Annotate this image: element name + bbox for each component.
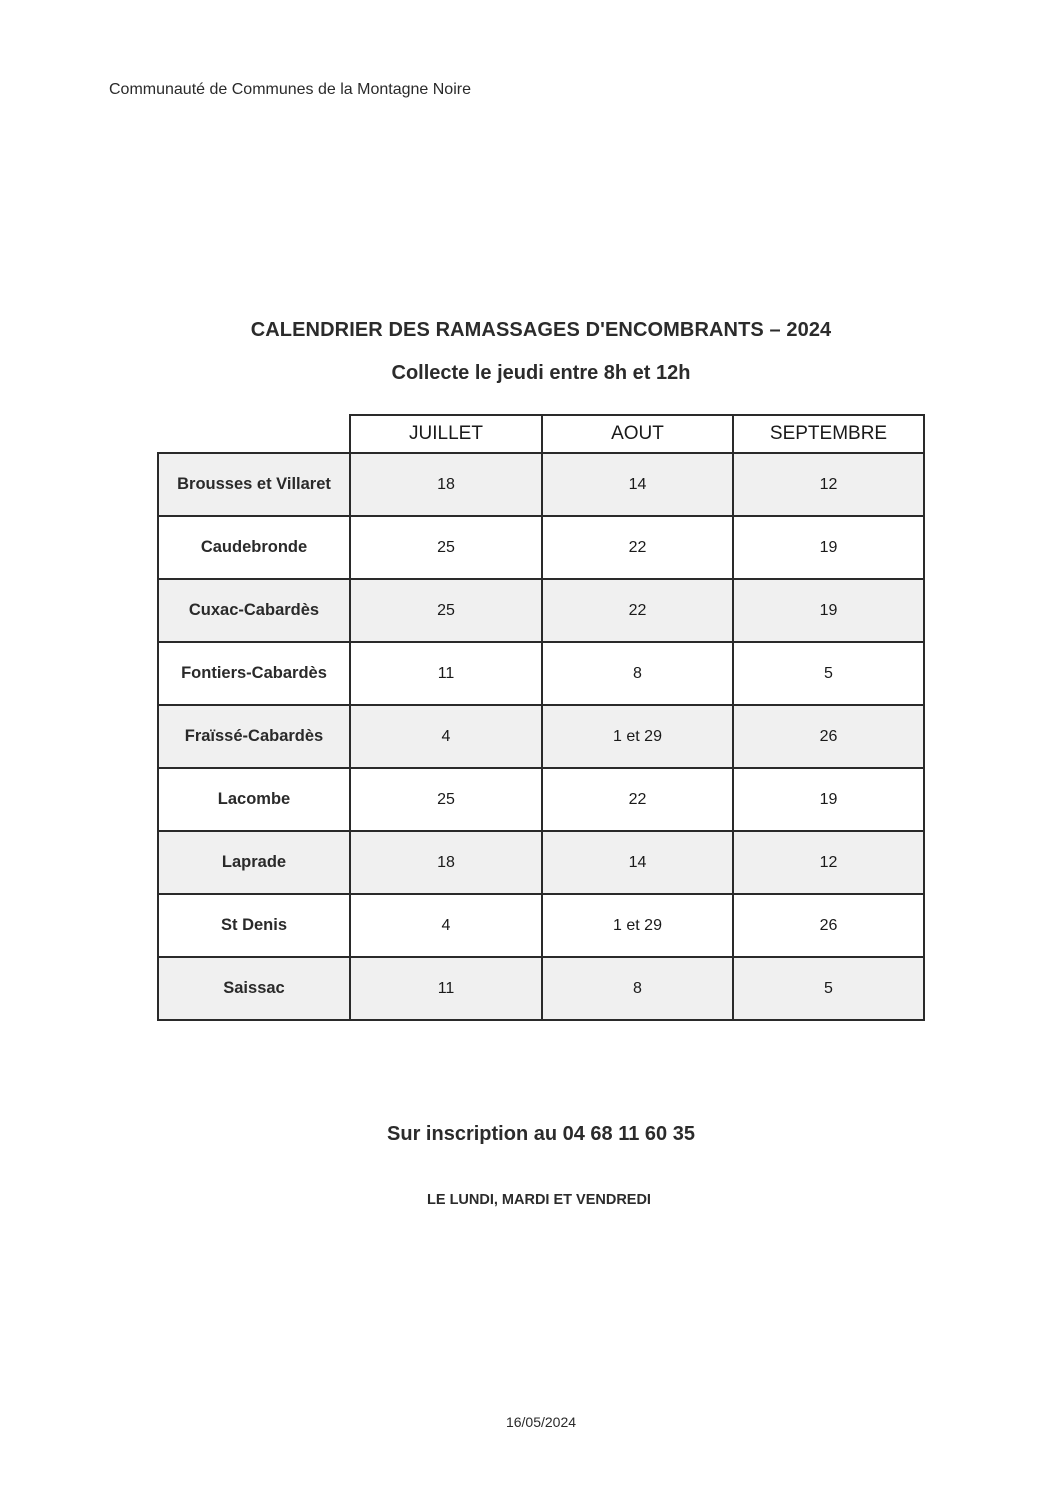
date-aout: 14: [542, 831, 733, 894]
document-subtitle: Collecte le jeudi entre 8h et 12h: [391, 362, 691, 384]
organization-name: Communauté de Communes de la Montagne Noire: [109, 81, 471, 98]
commune-name: Lacombe: [158, 768, 350, 831]
date-juillet: 11: [350, 957, 542, 1020]
date-juillet: 4: [350, 705, 542, 768]
collection-calendar-table: [157, 414, 925, 1021]
date-juillet: 18: [350, 453, 542, 516]
table-row: [158, 705, 924, 768]
date-aout: 1 et 29: [542, 894, 733, 957]
date-aout: 14: [542, 453, 733, 516]
document-date: 16/05/2024: [505, 1414, 577, 1430]
date-aout: 22: [542, 768, 733, 831]
date-aout: 8: [542, 957, 733, 1020]
header-aout: AOUT: [542, 415, 733, 453]
date-septembre: 19: [733, 768, 924, 831]
table-row: [158, 831, 924, 894]
table-row: [158, 957, 924, 1020]
date-juillet: 18: [350, 831, 542, 894]
date-juillet: 25: [350, 768, 542, 831]
date-juillet: 25: [350, 516, 542, 579]
date-septembre: 12: [733, 453, 924, 516]
date-septembre: 5: [733, 642, 924, 705]
table-row: [158, 453, 924, 516]
commune-name: Saissac: [158, 957, 350, 1020]
table-header-row: [158, 415, 924, 453]
commune-name: Laprade: [158, 831, 350, 894]
date-septembre: 19: [733, 579, 924, 642]
date-aout: 1 et 29: [542, 705, 733, 768]
date-septembre: 19: [733, 516, 924, 579]
table-row: [158, 642, 924, 705]
registration-phone-text: Sur inscription au 04 68 11 60 35: [387, 1123, 695, 1145]
header-empty-cell: [158, 415, 350, 453]
commune-name: St Denis: [158, 894, 350, 957]
commune-name: Cuxac-Cabardès: [158, 579, 350, 642]
header-juillet: JUILLET: [350, 415, 542, 453]
registration-days-text: LE LUNDI, MARDI ET VENDREDI: [427, 1192, 651, 1208]
date-aout: 22: [542, 516, 733, 579]
date-aout: 22: [542, 579, 733, 642]
date-aout: 8: [542, 642, 733, 705]
date-septembre: 5: [733, 957, 924, 1020]
table-row: [158, 768, 924, 831]
document-title: CALENDRIER DES RAMASSAGES D'ENCOMBRANTS – 2024: [250, 319, 832, 341]
date-septembre: 26: [733, 705, 924, 768]
commune-name: Brousses et Villaret: [158, 453, 350, 516]
commune-name: Fraïssé-Cabardès: [158, 705, 350, 768]
table-row: [158, 894, 924, 957]
table-row: [158, 579, 924, 642]
table-row: [158, 516, 924, 579]
date-septembre: 12: [733, 831, 924, 894]
date-juillet: 11: [350, 642, 542, 705]
commune-name: Caudebronde: [158, 516, 350, 579]
header-septembre: SEPTEMBRE: [733, 415, 924, 453]
date-juillet: 25: [350, 579, 542, 642]
commune-name: Fontiers-Cabardès: [158, 642, 350, 705]
date-juillet: 4: [350, 894, 542, 957]
date-septembre: 26: [733, 894, 924, 957]
